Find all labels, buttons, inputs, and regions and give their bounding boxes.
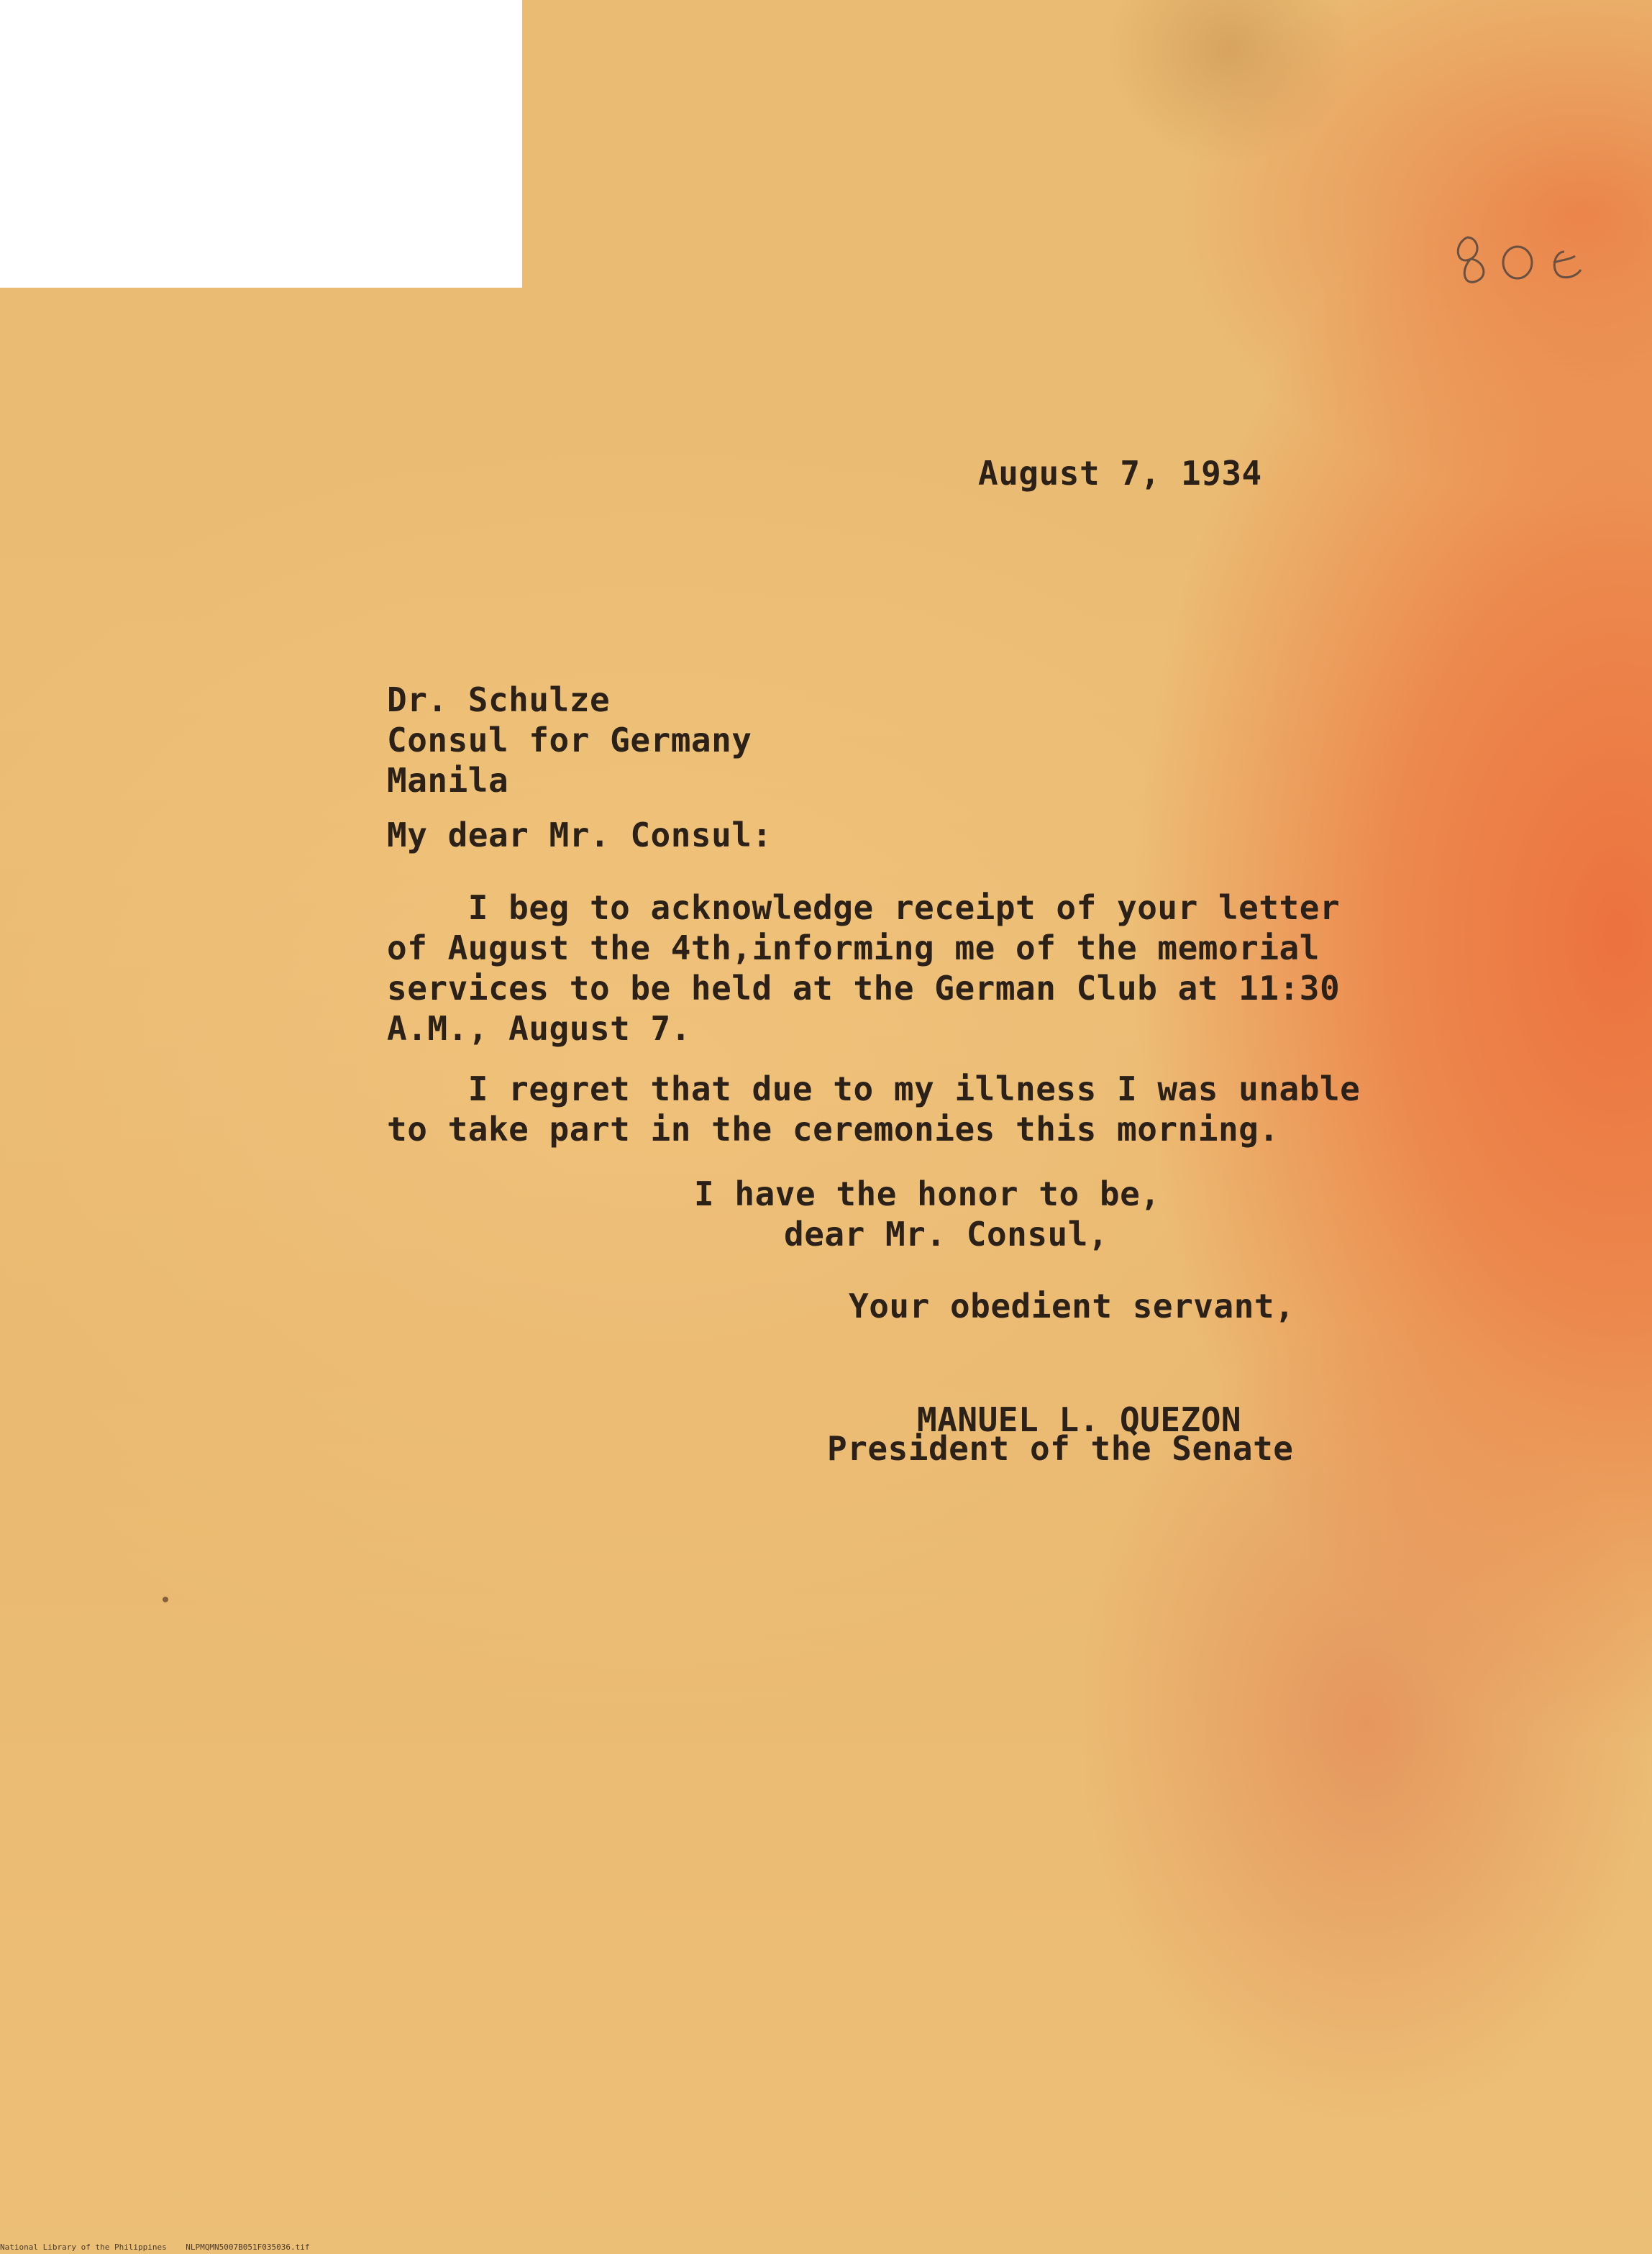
salutation: My dear Mr. Consul:	[387, 816, 772, 854]
addressee-line: Manila	[387, 761, 509, 800]
body-line: services to be held at the German Club at 11:30	[387, 969, 1341, 1008]
ink-spot	[163, 1597, 168, 1602]
body-line: to take part in the ceremonies this morning.	[387, 1110, 1279, 1149]
body-line: I regret that due to my illness I was unable	[387, 1069, 1361, 1108]
addressee-line: Consul for Germany	[387, 721, 752, 759]
body-line: I beg to acknowledge receipt of your letter	[387, 888, 1341, 927]
body-line: of August the 4th,informing me of the memorial	[387, 928, 1320, 967]
letter-date: August 7, 1934	[978, 454, 1262, 493]
addressee-line: Dr. Schulze	[387, 680, 611, 719]
signatory-title: President of the Senate	[827, 1429, 1294, 1468]
archive-footer: National Library of the Philippines NLPMQMN5007B051F035036.tif	[0, 2242, 310, 2252]
blank-corner-patch	[0, 0, 522, 288]
closing-line-2: dear Mr. Consul,	[784, 1215, 1109, 1254]
body-line: A.M., August 7.	[387, 1009, 691, 1048]
addressee-block	[387, 680, 752, 800]
body-paragraph-2	[387, 1069, 1360, 1149]
body-paragraph-1	[387, 888, 1340, 1049]
handwritten-note-80e	[1438, 209, 1611, 302]
closing-line-1: I have the honor to be,	[694, 1174, 1161, 1213]
signatory-name: MANUEL L. QUEZON	[917, 1400, 1242, 1439]
closing-line-3: Your obedient servant,	[849, 1287, 1295, 1326]
water-stain	[1108, 0, 1352, 165]
